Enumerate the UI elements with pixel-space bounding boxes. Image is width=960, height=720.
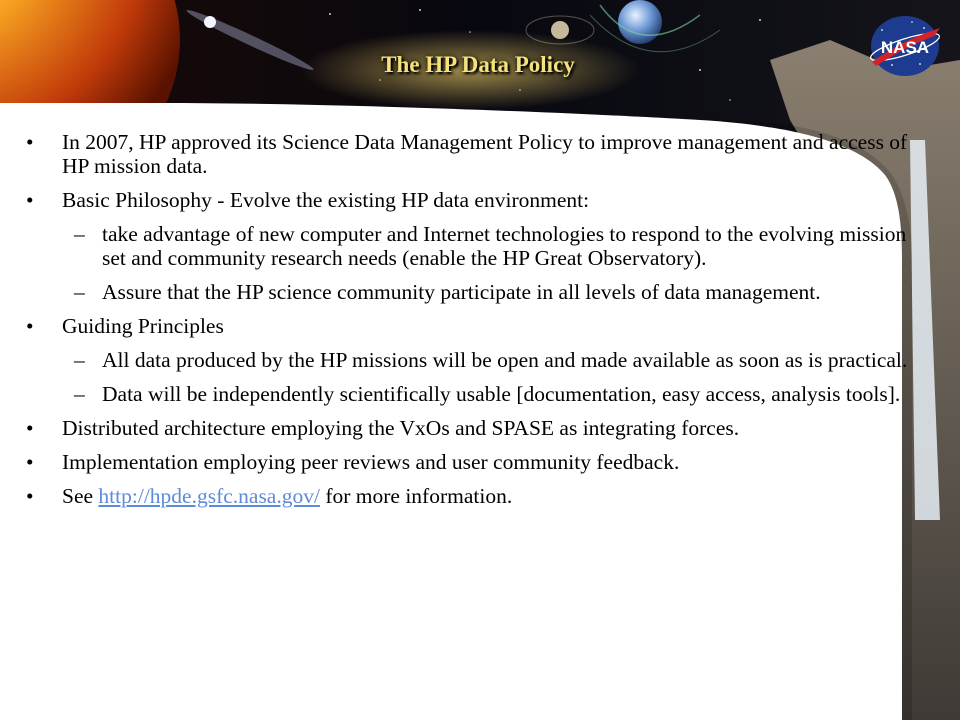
bullet-marker: • [26, 130, 34, 154]
bullet-marker: • [26, 416, 34, 440]
sub-bullet-item [22, 222, 932, 270]
nasa-logo [862, 10, 948, 80]
sub-bullet-item [22, 382, 932, 406]
sub-bullet-text: take advantage of new computer and Internet technologies to respond to the evolving mission set and community research needs (enable the HP Great Observatory). [102, 222, 907, 270]
dash-marker: – [74, 348, 85, 372]
nasa-logo-text: NASA [880, 38, 930, 57]
bullet-item [22, 130, 932, 178]
bullet-text: Distributed architecture employing the VxOs and SPASE as integrating forces. [62, 416, 740, 440]
bullet-marker: • [26, 484, 34, 508]
earth-image [618, 0, 662, 44]
sub-bullet-item [22, 280, 932, 304]
bullet-text: Basic Philosophy - Evolve the existing HP data environment: [62, 188, 590, 212]
sub-bullet-text: Assure that the HP science community participate in all levels of data management. [102, 280, 821, 304]
dash-marker: – [74, 280, 85, 304]
see-prefix: See [62, 484, 99, 508]
slide-content [22, 130, 932, 518]
bullet-marker: • [26, 188, 34, 212]
dash-marker: – [74, 382, 85, 406]
bullet-text: In 2007, HP approved its Science Data Management Policy to improve management and access of HP mission data. [62, 130, 908, 178]
sub-bullet-text: All data produced by the HP missions will be open and made available as soon as is practical. [102, 348, 908, 372]
sub-bullet-item [22, 348, 932, 372]
dash-marker: – [74, 222, 85, 246]
bullet-text: Guiding Principles [62, 314, 224, 338]
hpde-link[interactable]: http://hpde.gsfc.nasa.gov/ [98, 484, 320, 508]
bullet-item [22, 484, 932, 508]
bullet-item [22, 188, 932, 212]
bullet-marker: • [26, 314, 34, 338]
bullet-text: Implementation employing peer reviews and user community feedback. [62, 450, 680, 474]
see-suffix: for more information. [319, 484, 513, 508]
bullet-item [22, 450, 932, 474]
bullet-marker: • [26, 450, 34, 474]
comet-image [204, 16, 216, 28]
bullet-item [22, 416, 932, 440]
bullet-item [22, 314, 932, 338]
slide-title: The HP Data Policy [381, 52, 575, 77]
bullet-list [22, 130, 932, 508]
sub-bullet-text: Data will be independently scientifically usable [documentation, easy access, analysis tools]. [102, 382, 901, 406]
